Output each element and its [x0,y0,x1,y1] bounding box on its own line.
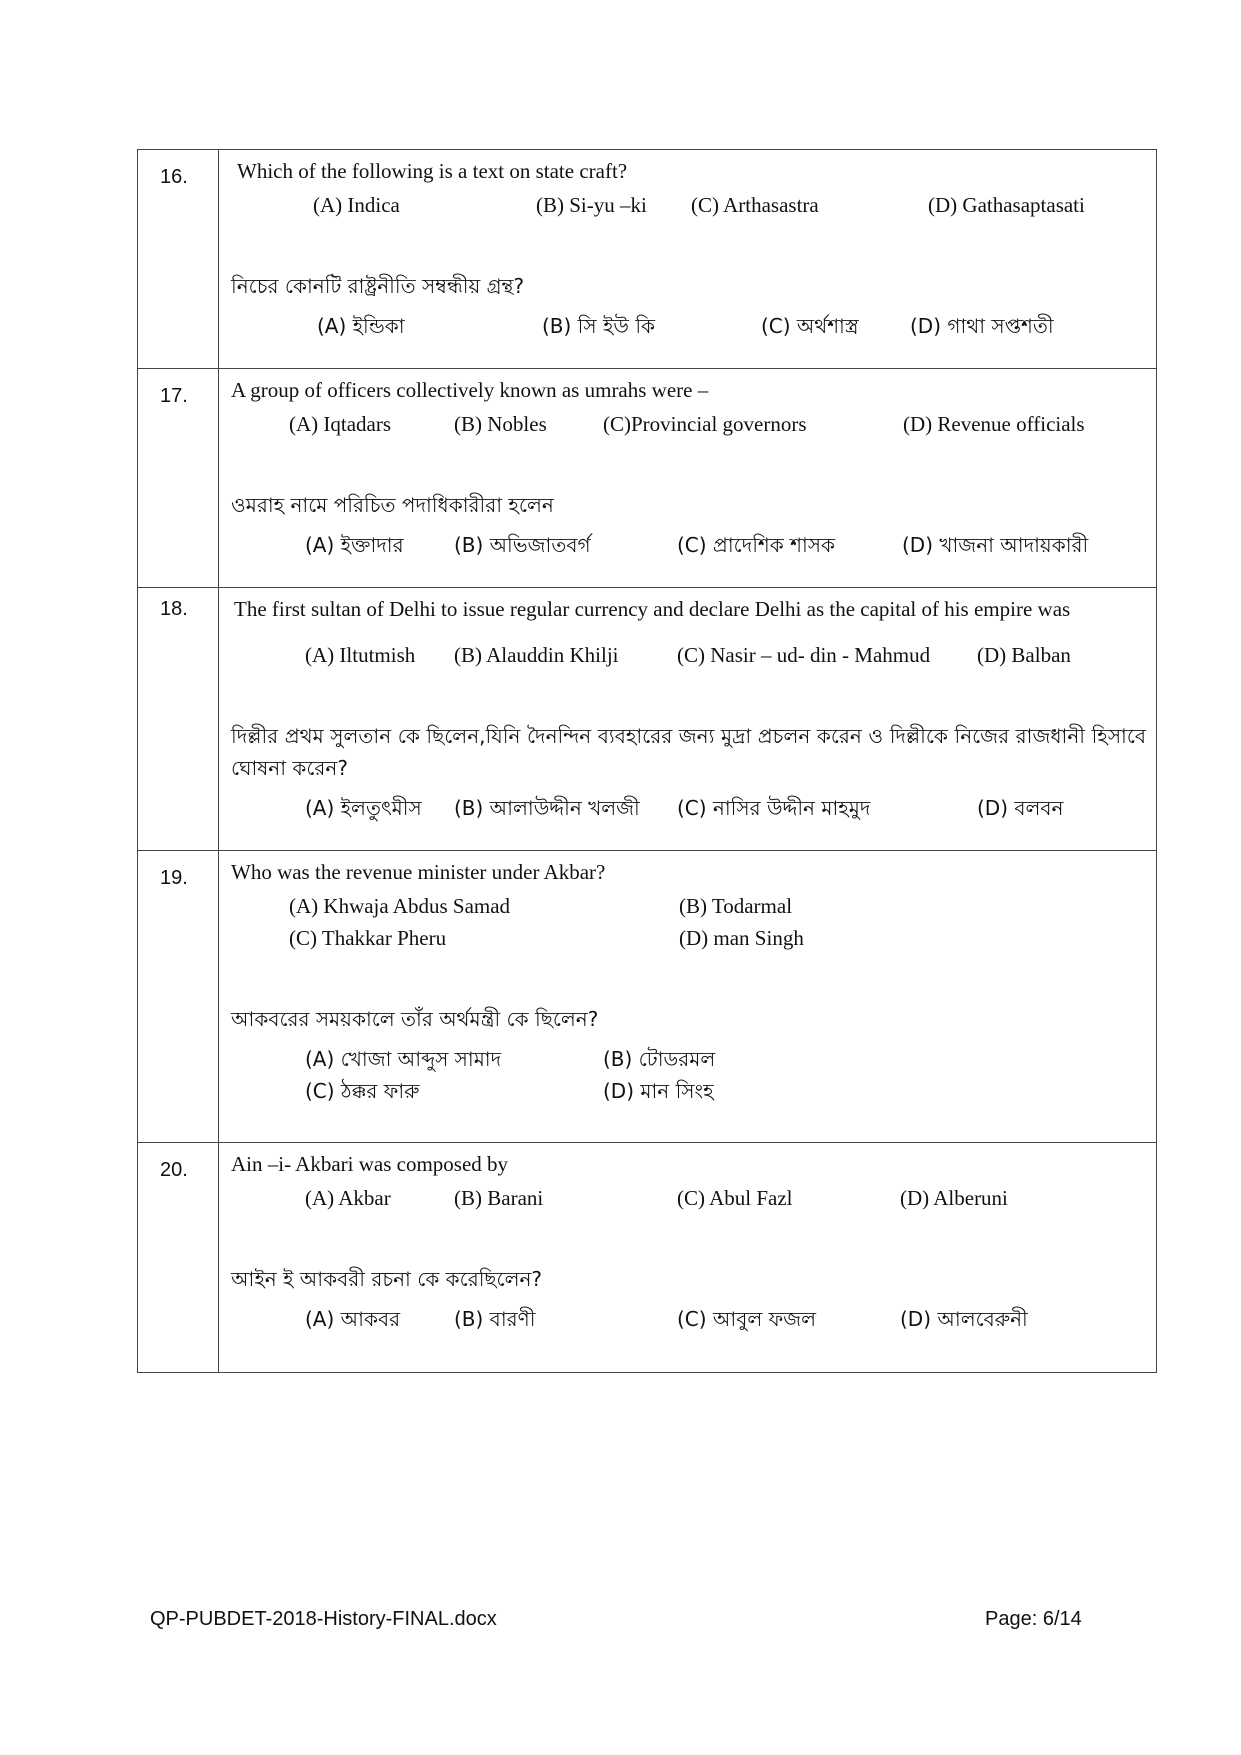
options-en [289,893,1146,951]
option-b-bn: (B) টোডরমল [603,1047,716,1071]
option-a-bn: (A) আকবর [305,1307,401,1331]
option-a-bn: (A) ইন্ডিকা [317,314,405,338]
question-body [219,851,1157,1143]
question-body [219,369,1157,588]
option-b: (B) Todarmal [679,894,793,918]
option-a-bn: (A) খোজা আব্দুস সামাদ [305,1047,502,1071]
question-row-20 [138,1143,1157,1373]
options-bn [305,792,1146,824]
footer-filename: QP-PUBDET-2018-History-FINAL.docx [150,1608,497,1630]
question-text-en: Who was the revenue minister under Akbar? [231,860,606,884]
question-text-bn: আইন ই আকবরী রচনা কে করেছিলেন? [231,1267,543,1291]
option-b-bn: (B) অভিজাতবর্গ [454,533,591,557]
option-c-bn: (C) অর্থশাস্ত্র [761,314,859,338]
option-c-bn: (C) ঠক্কর ফারু [305,1079,420,1103]
option-c: (C) Arthasastra [691,193,819,217]
option-c: (C)Provincial governors [603,412,807,436]
option-d: (D) Revenue officials [903,412,1085,436]
option-d: (D) man Singh [679,926,804,950]
option-a-bn: (A) ইলতুৎমীস [305,796,422,820]
footer-page-number: Page: 6/14 [985,1608,1082,1630]
option-c: (C) Abul Fazl [677,1186,793,1210]
question-number: 17. [138,369,219,588]
options-bn [305,1043,1146,1107]
question-text-bn: নিচের কোনটি রাষ্ট্রনীতি সম্বন্ধীয় গ্রন্থ? [231,274,525,298]
option-d: (D) Alberuni [900,1186,1008,1210]
options-en [305,1185,1146,1211]
option-b: (B) Barani [454,1186,544,1210]
option-d-bn: (D) গাথা সপ্তশতী [910,314,1054,338]
option-a: (A) Indica [313,193,400,217]
option-b: (B) Nobles [454,412,547,436]
option-c-bn: (C) আবুল ফজল [677,1307,817,1331]
option-b: (B) Si-yu –ki [536,193,647,217]
option-a: (A) Iltutmish [305,643,416,667]
question-number: 19. [138,851,219,1143]
question-number: 20. [138,1143,219,1373]
option-a: (A) Iqtadars [289,412,392,436]
question-body [219,588,1157,851]
question-text-en: Which of the following is a text on state craft? [237,159,628,183]
option-b-bn: (B) আলাউদ্দীন খলজী [454,796,640,820]
question-text-bn: আকবরের সময়কালে তাঁর অর্থমন্ত্রী কে ছিলেন? [231,1007,599,1031]
question-row-19 [138,851,1157,1143]
option-d: (D) Balban [977,643,1071,667]
question-text-en: A group of officers collectively known as umrahs were – [231,378,709,402]
option-c-bn: (C) প্রাদেশিক শাসক [677,533,835,557]
option-a-bn: (A) ইক্তাদার [305,533,404,557]
question-row-17 [138,369,1157,588]
options-bn [317,310,1146,342]
question-number: 16. [138,150,219,369]
questions-table [137,149,1157,1373]
option-a: (A) Khwaja Abdus Samad [289,894,511,918]
options-bn [305,529,1146,561]
option-d-bn: (D) বলবন [977,796,1064,820]
option-b-bn: (B) সি ইউ কি [542,314,656,338]
option-c-bn: (C) নাসির উদ্দীন মাহমুদ [677,796,871,820]
options-en [289,411,1146,437]
question-number: 18. [138,588,219,851]
option-d: (D) Gathasaptasati [928,193,1085,217]
options-en [305,642,1146,668]
question-body [219,1143,1157,1373]
options-bn [305,1303,1146,1335]
option-d-bn: (D) খাজনা আদায়কারী [902,533,1089,557]
option-c: (C) Thakkar Pheru [289,926,447,950]
question-row-18 [138,588,1157,851]
option-d-bn: (D) আলবেরুনী [900,1307,1028,1331]
question-row-16 [138,150,1157,369]
question-text-bn: দিল্লীর প্রথম সুলতান কে ছিলেন,যিনি দৈনন্দিন ব্যবহারের জন্য মুদ্রা প্রচলন করেন ও দিল্লীকে নিজের রাজধানী হিসাবে ঘোষনা করেন? [231,724,1146,780]
option-d-bn: (D) মান সিংহ [603,1079,714,1103]
option-a: (A) Akbar [305,1186,391,1210]
options-en [313,192,1146,218]
question-text-en: Ain –i- Akbari was composed by [231,1152,509,1176]
question-body [219,150,1157,369]
option-c: (C) Nasir – ud- din - Mahmud [677,643,931,667]
option-b: (B) Alauddin Khilji [454,643,619,667]
option-b-bn: (B) বারণী [454,1307,536,1331]
question-text-en: The first sultan of Delhi to issue regular currency and declare Delhi as the capital of his empire was [234,597,1071,621]
question-text-bn: ওমরাহ নামে পরিচিত পদাধিকারীরা হলেন [231,493,554,517]
